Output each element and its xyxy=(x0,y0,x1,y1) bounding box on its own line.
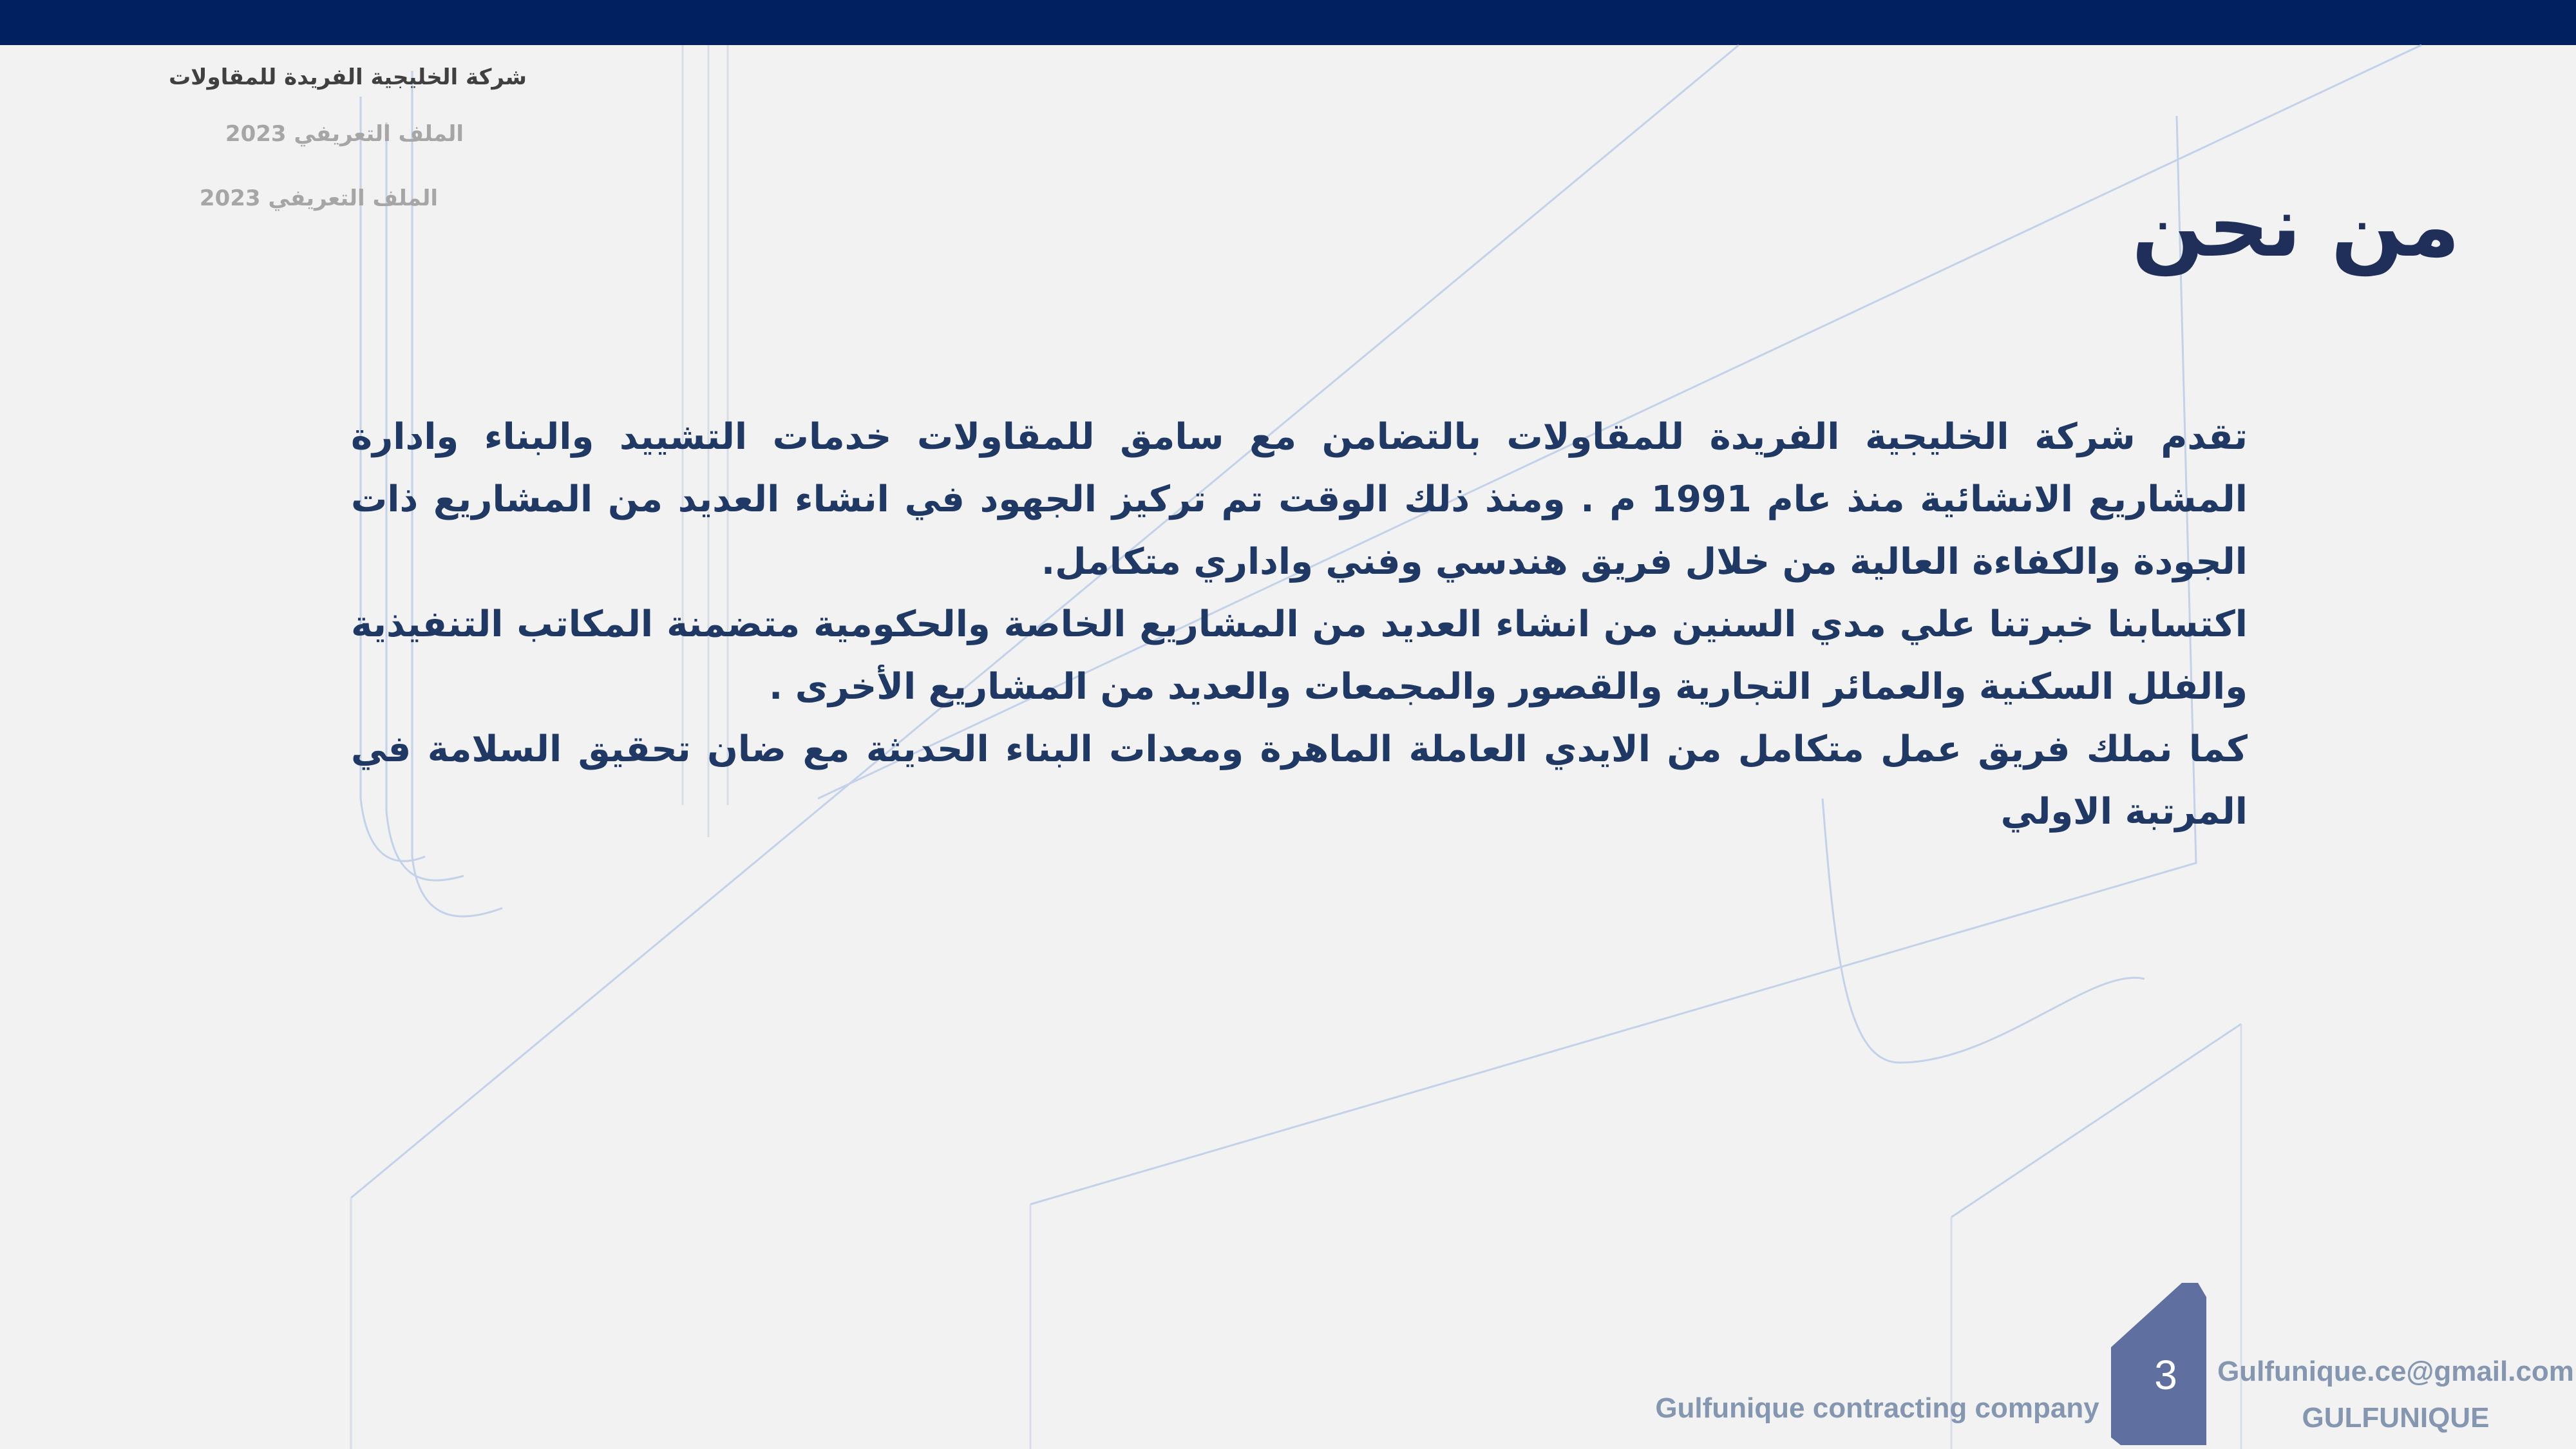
page-title: من نحن xyxy=(2132,177,2460,276)
about-us-body xyxy=(351,406,2248,843)
profile-subtitle: الملف التعريفي 2023 xyxy=(225,121,464,147)
body-paragraph: تقدم شركة الخليجية الفريدة للمقاولات بالتضامن مع سامق للمقاولات خدمات التشييد والبناء وادارة المشاريع الانشائية منذ عام 1991 م . ومنذ ذلك الوقت تم تركيز الجهود في انشاء العديد من المشاريع ذات الجودة والكفاءة العالية من خلال فريق هندسي وفني واداري متكامل. xyxy=(351,416,2248,583)
page-number: 3 xyxy=(2154,1352,2177,1398)
footer-company-name: Gulfunique contracting company xyxy=(1655,1392,2099,1424)
body-paragraph: كما نملك فريق عمل متكامل من الايدي العاملة الماهرة ومعدات البناء الحديثة مع ضان تحقيق السلامة في المرتبة الاولي xyxy=(351,728,2248,833)
top-bar xyxy=(0,0,2576,45)
body-paragraph: اكتسابنا خبرتنا علي مدي السنين من انشاء العديد من المشاريع الخاصة والحكومية متضمنة المكاتب التنفيذية والفلل السكنية والعمائر التجارية والقصور والمجمعات والعديد من المشاريع الأخرى . xyxy=(351,603,2248,708)
footer-email: Gulfunique.ce@gmail.com xyxy=(2217,1356,2574,1387)
profile-subtitle-repeat: الملف التعريفي 2023 xyxy=(199,185,439,211)
company-name: شركة الخليجية الفريدة للمقاولات xyxy=(169,64,527,90)
footer-brand: GULFUNIQUE xyxy=(2302,1402,2490,1434)
